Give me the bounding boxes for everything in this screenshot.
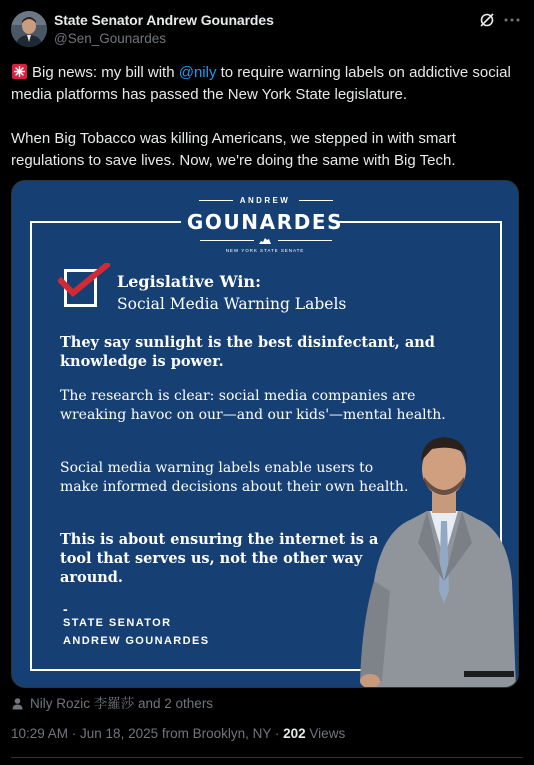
senator-photo xyxy=(352,431,519,688)
tweet-media-image[interactable] xyxy=(11,180,519,688)
tweet-text xyxy=(11,62,526,172)
tweet-text-paragraph2: When Big Tobacco was killing Americans, we stepped in with smart regulations to save lives. Now, we're doing the same with Big Tech. xyxy=(11,130,456,169)
tweet-text-part1: Big news: my bill with xyxy=(32,64,179,81)
liked-by-line[interactable] xyxy=(11,692,213,712)
graphic-paragraph-2: The research is clear: social media companies are wreaking havoc on our—and our kids'—mental health. xyxy=(60,388,446,423)
siren-emoji-icon xyxy=(11,63,28,80)
checkmark-icon xyxy=(58,263,110,303)
state-silhouette-icon xyxy=(258,236,272,245)
brand-rule-left-top xyxy=(199,200,233,201)
signature-dash: - xyxy=(63,601,68,617)
graphic-paragraph-1: They say sunlight is the best disinfectant, and knowledge is power. xyxy=(60,334,435,370)
tweet-text-part2: to require warning labels on addictive social media platforms has passed the New York State legislature. xyxy=(11,64,511,103)
graphic-paragraph-3: Social media warning labels enable users to make informed decisions about their own health. xyxy=(60,460,409,495)
views-count[interactable]: 202 xyxy=(283,726,306,741)
timestamp-link[interactable]: 10:29 AM · Jun 18, 2025 from Brooklyn, NY · xyxy=(11,726,284,741)
liked-by-text: Nily Rozic 李羅莎 and 2 others xyxy=(30,696,214,711)
brand-last-name: GOUNARDES xyxy=(186,210,344,234)
brand-first-name: ANDREW xyxy=(239,196,291,205)
brand-rule-left xyxy=(200,240,254,241)
signature-title: STATE SENATOR xyxy=(63,617,172,629)
brand-subtitle: NEW YORK STATE SENATE xyxy=(225,248,305,253)
signature-name: ANDREW GOUNARDES xyxy=(63,635,210,647)
more-options-icon[interactable] xyxy=(503,11,521,29)
graphic-paragraph-4: This is about ensuring the internet is a tool that serves us, not the other way around. xyxy=(60,531,379,586)
author-avatar[interactable] xyxy=(11,11,47,47)
tweet-metadata xyxy=(11,726,345,741)
mention-link[interactable]: @nily xyxy=(178,64,217,81)
grok-icon[interactable] xyxy=(478,11,496,29)
graphic-subtitle: Social Media Warning Labels xyxy=(117,295,347,313)
divider xyxy=(11,757,523,758)
author-handle[interactable]: @Sen_Gounardes xyxy=(54,31,167,46)
views-label: Views xyxy=(305,726,346,741)
frame-left xyxy=(30,221,32,671)
graphic-title: Legislative Win: xyxy=(117,272,261,291)
brand-rule-right xyxy=(278,240,332,241)
author-display-name[interactable]: State Senator Andrew Gounardes xyxy=(54,12,274,28)
person-icon xyxy=(11,697,24,710)
brand-rule-right-top xyxy=(299,200,333,201)
